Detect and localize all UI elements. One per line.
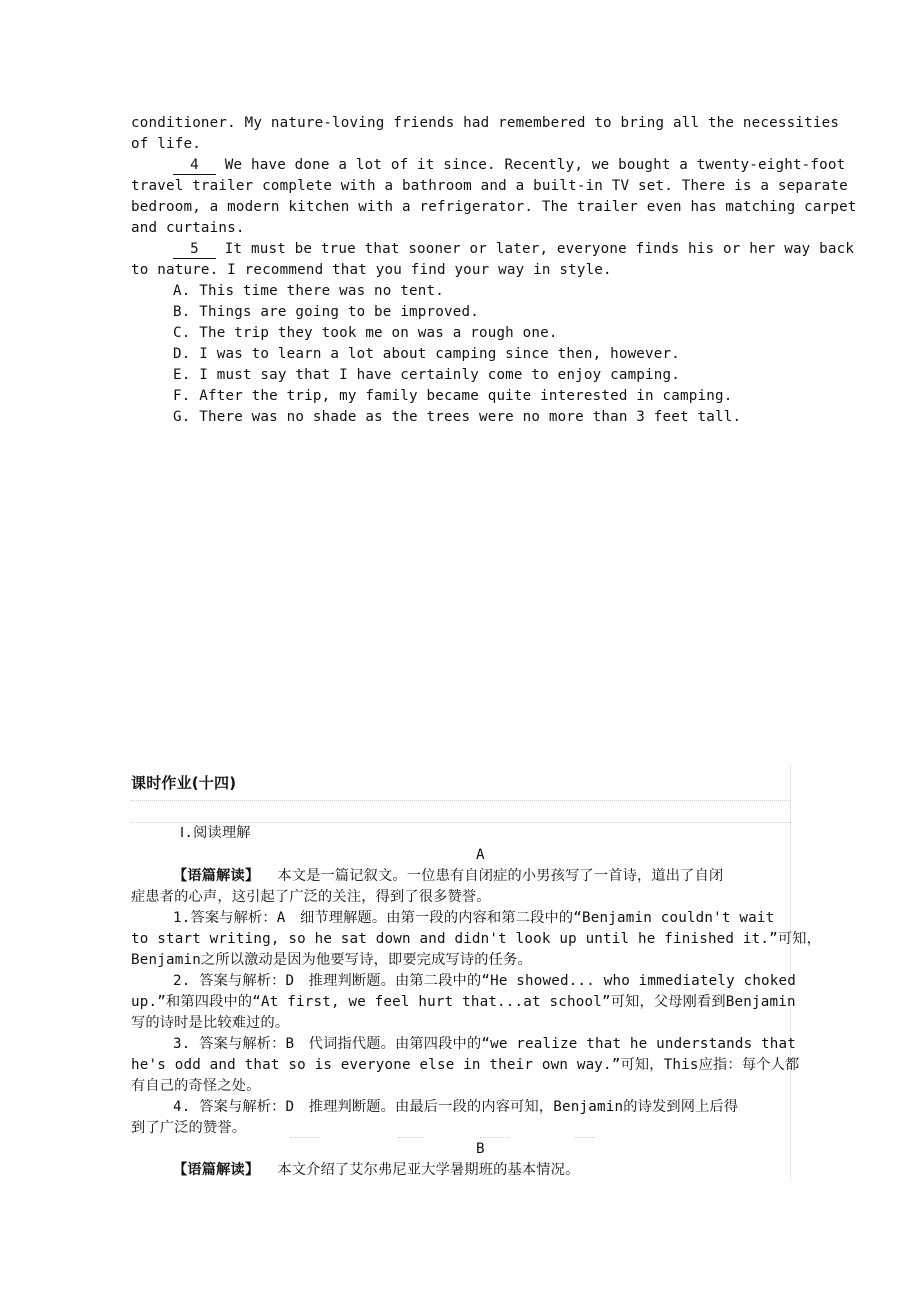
divider bbox=[290, 1137, 320, 1138]
divider bbox=[575, 1137, 595, 1138]
paragraph-line: conditioner. My nature-loving friends had remembered to bring all the necessities bbox=[131, 115, 840, 131]
answer-4: 4. 答案与解析：D 推理判断题。由最后一段的内容可知，Benjamin的诗发到网上后得 bbox=[173, 1099, 739, 1115]
answer-4-cont: 到了广泛的赞誉。 bbox=[131, 1120, 247, 1136]
summary-text: 本文介绍了艾尔弗尼亚大学暑期班的基本情况。 bbox=[277, 1162, 580, 1178]
option-e: E. I must say that I have certainly come to enjoy camping. bbox=[173, 367, 681, 383]
paragraph-4-first-line bbox=[173, 155, 845, 176]
answer-3-cont: he's odd and that so is everyone else in their own way.”可知，This应指：每个人都 bbox=[131, 1057, 800, 1073]
blank-4[interactable]: 4 bbox=[173, 157, 216, 175]
passage-a-label: A bbox=[476, 847, 485, 863]
answer-1-cont: to start writing, so he sat down and didn't look up until he finished it.”可知， bbox=[131, 931, 822, 947]
divider bbox=[480, 1137, 510, 1138]
answer-3-cont: 有自己的奇怪之处。 bbox=[131, 1078, 261, 1094]
summary-tag: 【语篇解读】 bbox=[173, 1162, 260, 1178]
paragraph-line: bedroom, a modern kitchen with a refrigerator. The trailer even has matching carpet bbox=[131, 199, 857, 215]
paragraph-5-text: It must be true that sooner or later, everyone finds his or her way back bbox=[216, 241, 855, 257]
option-c: C. The trip they took me on was a rough one. bbox=[173, 325, 558, 341]
option-a: A. This time there was no tent. bbox=[173, 283, 444, 299]
section-title: 课时作业(十四) bbox=[131, 774, 237, 792]
paragraph-4-text: We have done a lot of it since. Recently, we bought a twenty-eight-foot bbox=[216, 157, 846, 173]
passage-b-summary bbox=[173, 1160, 579, 1181]
part-heading: Ⅰ.阅读理解 bbox=[180, 825, 251, 841]
answer-2-cont: up.”和第四段中的“At first, we feel hurt that...at school”可知，父母刚看到Benjamin bbox=[131, 994, 796, 1010]
divider bbox=[398, 1137, 424, 1138]
paragraph-5-first-line bbox=[173, 239, 854, 260]
paragraph-line: to nature. I recommend that you find your way in style. bbox=[131, 262, 612, 278]
passage-a-summary bbox=[173, 866, 723, 887]
option-g: G. There was no shade as the trees were no more than 3 feet tall. bbox=[173, 409, 742, 425]
answer-2: 2. 答案与解析：D 推理判断题。由第二段中的“He showed... who immediately choked bbox=[173, 973, 797, 989]
answer-2-cont: 写的诗时是比较难过的。 bbox=[131, 1015, 290, 1031]
option-d: D. I was to learn a lot about camping since then, however. bbox=[173, 346, 681, 362]
divider bbox=[131, 800, 791, 801]
option-f: F. After the trip, my family became quite interested in camping. bbox=[173, 388, 733, 404]
summary-tag: 【语篇解读】 bbox=[173, 868, 260, 884]
answer-3: 3. 答案与解析：B 代词指代题。由第四段中的“we realize that he understands that bbox=[173, 1036, 797, 1052]
passage-b-label: B bbox=[476, 1141, 485, 1157]
paragraph-line: of life. bbox=[131, 136, 201, 152]
option-b: B. Things are going to be improved. bbox=[173, 304, 479, 320]
summary-text: 本文是一篇记叙文。一位患有自闭症的小男孩写了一首诗，道出了自闭 bbox=[277, 868, 724, 884]
paragraph-line: and curtains. bbox=[131, 220, 245, 236]
answer-1-cont: Benjamin之所以激动是因为他要写诗，即要完成写诗的任务。 bbox=[131, 952, 532, 968]
answer-1: 1.答案与解析：A 细节理解题。由第一段的内容和第二段中的“Benjamin couldn't wait bbox=[173, 910, 775, 926]
paragraph-line: travel trailer complete with a bathroom and a built-in TV set. There is a separate bbox=[131, 178, 848, 194]
blank-5[interactable]: 5 bbox=[173, 241, 216, 259]
passage-a-summary-cont: 症患者的心声，这引起了广泛的关注，得到了很多赞誉。 bbox=[131, 889, 491, 905]
